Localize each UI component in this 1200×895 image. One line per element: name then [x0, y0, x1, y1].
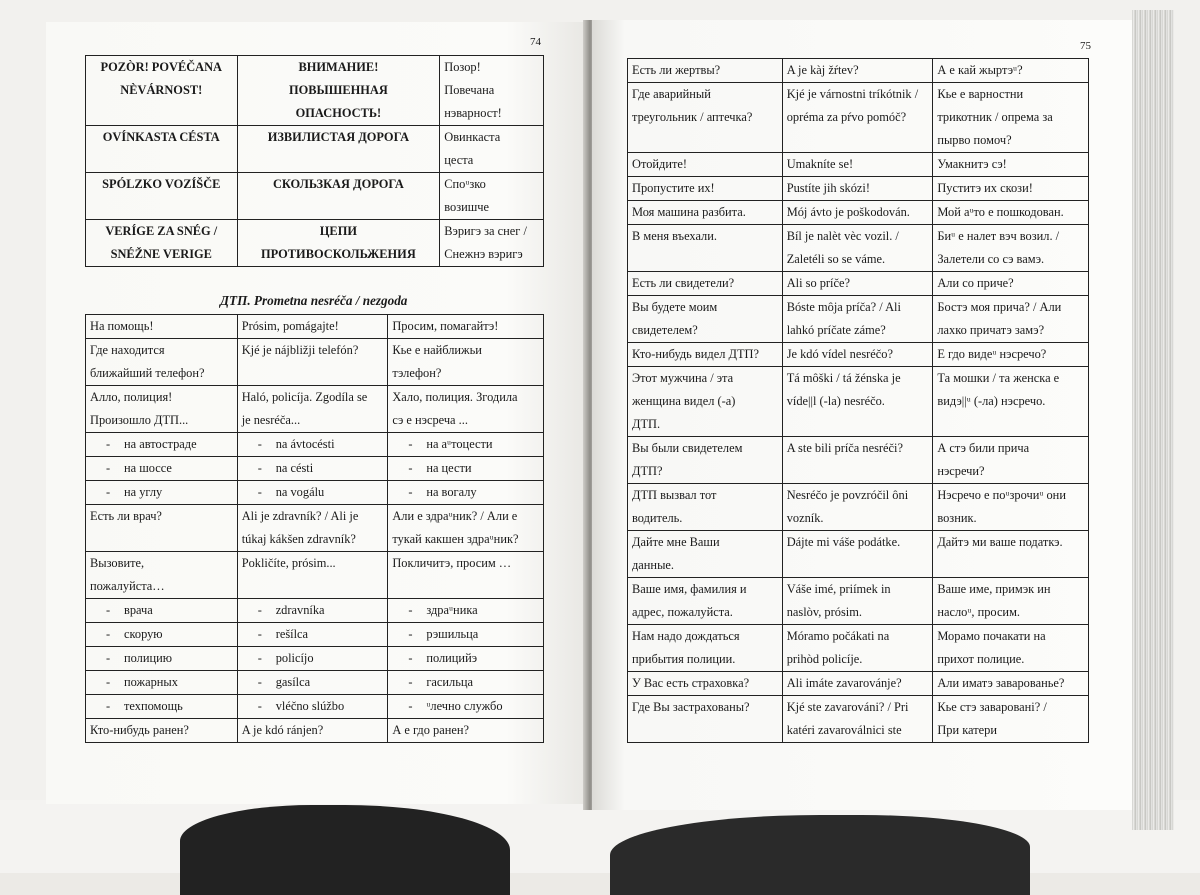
cell-line: - на углу: [90, 481, 233, 504]
table-row: [86, 386, 544, 433]
cell-line: женщина видел (-а): [632, 394, 736, 408]
cell-line: Хало, полиция. Згодила: [392, 390, 518, 404]
cell-line: - vléčno slúžbo: [242, 695, 384, 718]
cell-line: Произошло ДТП...: [90, 413, 189, 427]
table-cell-ru: [86, 433, 238, 457]
table-cell-ru: [86, 552, 238, 599]
cell-line: Этот мужчина / эта: [632, 371, 734, 385]
cell-line: цеста: [444, 153, 474, 167]
table-cell-sl: [782, 59, 933, 83]
cell-line: Морамо почакати на: [937, 629, 1046, 643]
table-cell-ph: [933, 578, 1089, 625]
table-cell-ph: [933, 201, 1089, 225]
table-cell-ph: [388, 623, 544, 647]
table-cell-ph: [440, 56, 544, 126]
cell-line: Пропустите их!: [632, 181, 715, 195]
cell-line: Haló, policíja. Zgodíla se: [241, 390, 368, 404]
cell-line: A je kdó ránjen?: [241, 723, 324, 737]
table-cell-ru: [86, 481, 238, 505]
right-page-number: 75: [1080, 40, 1091, 52]
cell-line: У Вас есть страховка?: [632, 676, 750, 690]
table-cell-ph: [933, 177, 1089, 201]
table-row: [628, 153, 1089, 177]
cell-line: тукай какшен здраᵘник?: [392, 532, 519, 546]
cell-line: VERÍGE ZA SNÉG /: [105, 224, 218, 238]
cell-line: Дайте мне Ваши: [632, 535, 720, 549]
table-cell-ru: [628, 625, 783, 672]
table-cell-ru: [237, 126, 440, 173]
table-cell-ru: [86, 505, 238, 552]
table-cell-ru: [237, 173, 440, 220]
table-cell-ph: [388, 647, 544, 671]
cell-line: Ali imáte zavarovánje?: [786, 676, 902, 690]
table-cell-sl: [782, 696, 933, 743]
cell-line: наслоᵘ, просим.: [937, 605, 1021, 619]
table-row: [86, 481, 544, 505]
cell-line: Отойдите!: [632, 157, 688, 171]
cell-line: Kjé je várnostni tríkótnik /: [786, 87, 919, 101]
table-cell-sl: [782, 296, 933, 343]
table-row: [86, 552, 544, 599]
cell-line: - rešílca: [242, 623, 384, 646]
table-cell-sl: [782, 531, 933, 578]
table-cell-ph: [933, 696, 1089, 743]
table-cell-sl: [782, 672, 933, 696]
table-row: [86, 647, 544, 671]
cell-line: je nesréča...: [241, 413, 301, 427]
table-row: [86, 599, 544, 623]
table-cell-ph: [388, 695, 544, 719]
cell-line: Есть ли жертвы?: [632, 63, 721, 77]
table-cell-ph: [388, 671, 544, 695]
cell-line: ближайший телефон?: [90, 366, 205, 380]
cell-line: видэ||ᵘ (-ла) нэсречо.: [937, 394, 1046, 408]
table-cell-ph: [933, 672, 1089, 696]
cell-line: При катери: [937, 723, 997, 737]
table-cell-sl: [86, 56, 238, 126]
cell-line: Кье стэ заварованi? /: [937, 700, 1047, 714]
cell-line: сэ е нэсреча ...: [392, 413, 468, 427]
table-cell-ph: [933, 531, 1089, 578]
table-cell-ru: [628, 272, 783, 296]
table-cell-ru: [628, 696, 783, 743]
table-cell-sl: [237, 505, 388, 552]
cell-line: СКОЛЬЗКАЯ ДОРОГА: [272, 177, 404, 191]
cell-line: Ali so príče?: [786, 276, 850, 290]
cell-line: Вы были свидетелем: [632, 441, 743, 455]
table-cell-ru: [86, 719, 238, 743]
cell-line: данные.: [632, 558, 674, 572]
cell-line: OVÍNKASTA CÉSTA: [102, 130, 220, 144]
table-row: [628, 59, 1089, 83]
table-row: [86, 126, 544, 173]
table-cell-ph: [933, 437, 1089, 484]
table-cell-ru: [628, 177, 783, 201]
cell-line: Али е здраᵘник? / Али е: [392, 509, 518, 523]
cell-line: Кто-нибудь видел ДТП?: [632, 347, 759, 361]
table-cell-sl: [782, 225, 933, 272]
table-cell-sl: [237, 623, 388, 647]
table-cell-sl: [782, 153, 933, 177]
cell-line: Нэсречо е поᵘзрочиᵘ они: [937, 488, 1066, 502]
table-cell-ph: [440, 173, 544, 220]
table-cell-ru: [237, 56, 440, 126]
cell-line: prihòd policíje.: [786, 652, 863, 666]
table-cell-ph: [440, 126, 544, 173]
table-cell-ph: [388, 599, 544, 623]
cell-line: В меня въехали.: [632, 229, 717, 243]
table-row: [628, 531, 1089, 578]
cell-line: Овинкаста: [444, 130, 501, 144]
table-cell-ph: [388, 433, 544, 457]
table-cell-ru: [628, 59, 783, 83]
cell-line: Zaletéli so se váme.: [786, 252, 886, 266]
table-cell-sl: [237, 719, 388, 743]
table-row: [86, 671, 544, 695]
table-cell-ru: [628, 578, 783, 625]
cell-line: Dájte mi váše podátke.: [786, 535, 901, 549]
table-row: [628, 578, 1089, 625]
cell-line: Покличитэ, просим …: [392, 556, 512, 570]
cell-line: Бостэ моя прича? / Али: [937, 300, 1062, 314]
table-cell-ru: [628, 296, 783, 343]
cell-line: прибытия полиции.: [632, 652, 736, 666]
cell-line: треугольник / аптечка?: [632, 110, 753, 124]
table-cell-ph: [933, 59, 1089, 83]
table-cell-ru: [628, 531, 783, 578]
cell-line: - скорую: [90, 623, 233, 646]
cell-line: Вэригэ за снег /: [444, 224, 527, 238]
table-cell-ru: [86, 599, 238, 623]
cell-line: Ваше имя, фамилия и: [632, 582, 747, 596]
cell-line: Kjé ste zavarováni? / Pri: [786, 700, 909, 714]
cell-line: Bíl je nalèt vèc vozil. /: [786, 229, 899, 243]
table-cell-ph: [388, 339, 544, 386]
cell-line: - врача: [90, 599, 233, 622]
table-cell-ru: [628, 201, 783, 225]
table-row: [628, 201, 1089, 225]
hand-shadow-left: [180, 805, 510, 895]
table-cell-sl: [237, 647, 388, 671]
table-row: [86, 339, 544, 386]
table-cell-sl: [782, 578, 933, 625]
cell-line: opréma za pŕvo pomóč?: [786, 110, 907, 124]
table-cell-ru: [86, 315, 238, 339]
cell-line: Где Вы застрахованы?: [632, 700, 750, 714]
cell-line: Кто-нибудь ранен?: [90, 723, 189, 737]
table-cell-ru: [628, 437, 783, 484]
table-cell-ph: [933, 625, 1089, 672]
cell-line: ЦЕПИ: [319, 224, 357, 238]
table-cell-sl: [782, 484, 933, 531]
cell-line: тэлефон?: [392, 366, 442, 380]
cell-line: - на автостраде: [90, 433, 233, 456]
table-row: [86, 719, 544, 743]
table-cell-ru: [86, 386, 238, 433]
cell-line: Кье е найближьи: [392, 343, 482, 357]
cell-line: Е гдо видеᵘ нэсречо?: [937, 347, 1047, 361]
cell-line: нэсречи?: [937, 464, 985, 478]
warning-signs-table: [85, 55, 544, 267]
table-row: [86, 695, 544, 719]
cell-line: возишче: [444, 200, 490, 214]
cell-line: Где аварийный: [632, 87, 711, 101]
cell-line: Та мошки / та женска е: [937, 371, 1060, 385]
cell-line: - na ávtocésti: [242, 433, 384, 456]
table-row: [86, 623, 544, 647]
table-row: [628, 672, 1089, 696]
table-row: [628, 625, 1089, 672]
cell-line: - gasílca: [242, 671, 384, 694]
table-cell-ph: [933, 484, 1089, 531]
cell-line: Váše imé, priímek in: [786, 582, 891, 596]
cell-line: ВНИМАНИЕ!: [298, 60, 379, 74]
cell-line: Мой аᵘто е пошкодован.: [937, 205, 1064, 219]
cell-line: - na vogálu: [242, 481, 384, 504]
accident-phrases-table-left: [85, 314, 544, 743]
cell-line: А е кай жыртэᵘ?: [937, 63, 1023, 77]
table-cell-sl: [237, 671, 388, 695]
cell-line: - на вогалу: [392, 481, 539, 504]
table-cell-ph: [933, 367, 1089, 437]
cell-line: водитель.: [632, 511, 683, 525]
table-row: [86, 173, 544, 220]
cell-line: ДТП.: [632, 417, 661, 431]
cell-line: ОПАСНОСТЬ!: [295, 106, 382, 120]
table-cell-ru: [628, 153, 783, 177]
table-cell-ru: [86, 671, 238, 695]
table-cell-sl: [86, 220, 238, 267]
cell-line: А стэ били прича: [937, 441, 1030, 455]
cell-line: Пуститэ их скози!: [937, 181, 1033, 195]
cell-line: - полицийэ: [392, 647, 539, 670]
table-cell-ph: [388, 386, 544, 433]
table-row: [628, 343, 1089, 367]
cell-line: - здраᵘника: [392, 599, 539, 622]
table-cell-sl: [782, 437, 933, 484]
table-cell-ph: [388, 552, 544, 599]
page-edges: [1132, 10, 1174, 830]
cell-line: ДТП вызвал тот: [632, 488, 717, 502]
cell-line: Биᵘ е налет вэч возил. /: [937, 229, 1060, 243]
table-cell-sl: [86, 173, 238, 220]
table-cell-ru: [628, 672, 783, 696]
cell-line: Алло, полиция!: [90, 390, 173, 404]
table-cell-ru: [86, 695, 238, 719]
table-row: [628, 272, 1089, 296]
cell-line: трикотник / опрема за: [937, 110, 1053, 124]
cell-line: ПРОТИВОСКОЛЬЖЕНИЯ: [261, 247, 416, 261]
cell-line: Pustíte jih skózi!: [786, 181, 870, 195]
cell-line: - пожарных: [90, 671, 233, 694]
cell-line: - полицию: [90, 647, 233, 670]
cell-line: Ali je zdravník? / Ali je: [241, 509, 359, 523]
cell-line: Позор!: [444, 60, 481, 74]
cell-line: Mój ávto je poškodován.: [786, 205, 910, 219]
cell-line: - техпомощь: [90, 695, 233, 718]
table-cell-ph: [440, 220, 544, 267]
table-row: [628, 296, 1089, 343]
cell-line: лахко причатэ замэ?: [937, 323, 1045, 337]
cell-line: Али со приче?: [937, 276, 1014, 290]
table-cell-sl: [237, 695, 388, 719]
cell-line: Снежнэ вэригэ: [444, 247, 523, 261]
table-cell-sl: [237, 386, 388, 433]
table-cell-sl: [237, 552, 388, 599]
table-cell-sl: [782, 201, 933, 225]
cell-line: Nesréčo je povzróčil ôni: [786, 488, 909, 502]
table-cell-sl: [86, 126, 238, 173]
cell-line: vozník.: [786, 511, 824, 525]
table-cell-ru: [86, 623, 238, 647]
table-cell-ph: [933, 296, 1089, 343]
table-cell-ru: [237, 220, 440, 267]
cell-line: ПОВЫШЕННАЯ: [289, 83, 388, 97]
cell-line: адрес, пожалуйста.: [632, 605, 733, 619]
cell-line: Je kdó vídel nesréčo?: [786, 347, 894, 361]
table-row: [86, 315, 544, 339]
table-cell-sl: [782, 272, 933, 296]
cell-line: Вызовите,: [90, 556, 145, 570]
table-row: [628, 225, 1089, 272]
hand-shadow-right: [610, 815, 1030, 895]
cell-line: - рэшильца: [392, 623, 539, 646]
table-row: [628, 484, 1089, 531]
table-cell-sl: [782, 83, 933, 153]
cell-line: túkaj kákšen zdravník?: [241, 532, 356, 546]
cell-line: На помощь!: [90, 319, 154, 333]
table-row: [86, 56, 544, 126]
cell-line: Повечана: [444, 83, 495, 97]
table-cell-ph: [388, 719, 544, 743]
cell-line: lahkó príčate záme?: [786, 323, 886, 337]
table-cell-ph: [933, 343, 1089, 367]
cell-line: Дайтэ ми ваше податкэ.: [937, 535, 1063, 549]
table-cell-ph: [388, 481, 544, 505]
cell-line: ДТП?: [632, 464, 663, 478]
cell-line: - на аᵘтоцести: [392, 433, 539, 456]
table-cell-ru: [628, 225, 783, 272]
section-title: ДТП. Prometna nesréča / nezgoda: [220, 293, 408, 308]
table-cell-sl: [237, 315, 388, 339]
cell-line: Tá môški / tá žénska je: [786, 371, 901, 385]
table-cell-sl: [237, 339, 388, 386]
cell-line: Залетели со сэ вамэ.: [937, 252, 1045, 266]
table-cell-ph: [388, 457, 544, 481]
table-cell-sl: [782, 343, 933, 367]
cell-line: возник.: [937, 511, 977, 525]
table-row: [628, 696, 1089, 743]
table-cell-sl: [782, 625, 933, 672]
table-cell-ph: [933, 272, 1089, 296]
cell-line: - ᵘлечно службо: [392, 695, 539, 718]
left-page-number: 74: [530, 36, 541, 48]
cell-line: Pokličíte, prósim...: [241, 556, 336, 570]
cell-line: Bóste môja príča? / Ali: [786, 300, 901, 314]
cell-line: Моя машина разбита.: [632, 205, 746, 219]
table-row: [86, 457, 544, 481]
table-cell-ru: [628, 343, 783, 367]
table-cell-ru: [86, 457, 238, 481]
cell-line: Ваше име, примэк ин: [937, 582, 1051, 596]
cell-line: NÈVÁRNOST!: [120, 83, 203, 97]
table-cell-sl: [782, 177, 933, 201]
table-row: [86, 220, 544, 267]
cell-line: Есть ли свидетели?: [632, 276, 735, 290]
cell-line: Есть ли врач?: [90, 509, 162, 523]
cell-line: Нам надо дождаться: [632, 629, 740, 643]
cell-line: Умакнитэ сэ!: [937, 157, 1007, 171]
table-row: [628, 177, 1089, 201]
table-row: [86, 505, 544, 552]
table-cell-ph: [388, 505, 544, 552]
table-cell-ru: [86, 339, 238, 386]
table-cell-ph: [388, 315, 544, 339]
cell-line: katéri zavaroválnici ste: [786, 723, 902, 737]
cell-line: A je kàj žŕtev?: [786, 63, 859, 77]
table-cell-sl: [237, 457, 388, 481]
cell-line: Kjé je nájbližji telefón?: [241, 343, 359, 357]
cell-line: Móramo počákati na: [786, 629, 890, 643]
cell-line: - zdravníka: [242, 599, 384, 622]
table-cell-ru: [86, 647, 238, 671]
cell-line: SPÓLZKO VOZÍŠČE: [102, 177, 221, 191]
cell-line: А е гдо ранен?: [392, 723, 469, 737]
cell-line: Где находится: [90, 343, 165, 357]
cell-line: - policíjo: [242, 647, 384, 670]
cell-line: - гасильца: [392, 671, 539, 694]
cell-line: - на шоссе: [90, 457, 233, 480]
table-row: [628, 367, 1089, 437]
table-cell-ph: [933, 83, 1089, 153]
cell-line: víde||l (-la) nesréčo.: [786, 394, 885, 408]
table-cell-sl: [237, 433, 388, 457]
cell-line: прихот полицие.: [937, 652, 1025, 666]
table-cell-sl: [237, 481, 388, 505]
cell-line: ИЗВИЛИСТАЯ ДОРОГА: [267, 130, 410, 144]
cell-line: A ste bili príča nesréči?: [786, 441, 903, 455]
cell-line: naslòv, prósim.: [786, 605, 862, 619]
table-cell-sl: [782, 367, 933, 437]
cell-line: пырво помоч?: [937, 133, 1012, 147]
table-row: [628, 437, 1089, 484]
table-row: [628, 83, 1089, 153]
table-cell-ph: [933, 153, 1089, 177]
cell-line: свидетелем?: [632, 323, 698, 337]
cell-line: Али иматэ заварованье?: [937, 676, 1065, 690]
cell-line: Umakníte se!: [786, 157, 854, 171]
cell-line: Кье е варностни: [937, 87, 1024, 101]
cell-line: Вы будете моим: [632, 300, 718, 314]
cell-line: - на цести: [392, 457, 539, 480]
cell-line: пожалуйста…: [90, 579, 165, 593]
cell-line: нэварност!: [444, 106, 502, 120]
table-cell-ru: [628, 367, 783, 437]
cell-line: Prósim, pomágajte!: [241, 319, 339, 333]
table-cell-sl: [237, 599, 388, 623]
cell-line: - na césti: [242, 457, 384, 480]
accident-phrases-table-right: [627, 58, 1089, 743]
table-cell-ph: [933, 225, 1089, 272]
cell-line: SNÉŽNE VERIGE: [110, 247, 212, 261]
cell-line: POZÒR! POVÉČANA: [100, 60, 223, 74]
cell-line: Просим, помагайтэ!: [392, 319, 499, 333]
table-row: [86, 433, 544, 457]
cell-line: Споᵘзко: [444, 177, 486, 191]
table-cell-ru: [628, 83, 783, 153]
table-cell-ru: [628, 484, 783, 531]
